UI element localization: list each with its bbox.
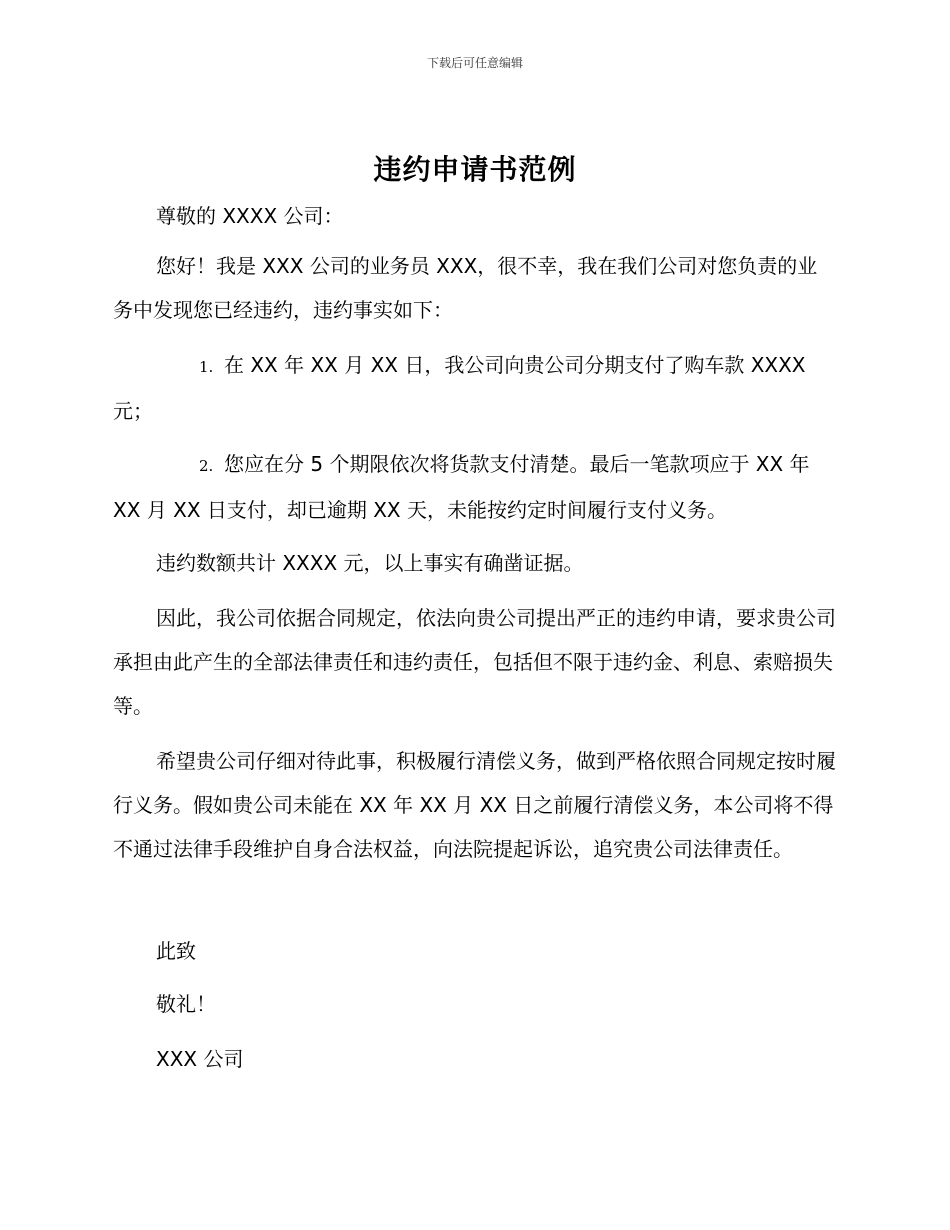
list-item [113, 343, 837, 433]
closing-line-2: 敬礼！ [156, 992, 216, 1016]
list-item-text: 在 XX 年 XX 月 XX 日，我公司向贵公司分期支付了购车款 XXXX 元； [113, 353, 806, 423]
list-item-number: 1. [199, 358, 214, 376]
document-title: 违约申请书范例 [373, 153, 577, 186]
hope-paragraph: 希望贵公司仔细对待此事，积极履行清偿义务，做到严格依照合同规定按时履行义务。假如贵公司未能在 XX 年 XX 月 XX 日之前履行清偿义务，本公司将不得不通过法律手段维护自身合法权益，向法院提起诉讼，追究贵公司法律责任。 [113, 749, 836, 861]
therefore-paragraph: 因此，我公司依据合同规定，依法向贵公司提出严正的违约申请，要求贵公司承担由此产生的全部法律责任和违约责任，包括但不限于违约金、利息、索赔损失等。 [113, 606, 836, 718]
signature: XXX 公司 [156, 1047, 244, 1071]
list-item-number: 2. [199, 457, 214, 475]
page-header-note: 下载后可任意编辑 [426, 56, 523, 70]
list-item-text: 您应在分 5 个期限依次将货款支付清楚。最后一笔款项应于 XX 年 XX 月 XX 日支付，却已逾期 XX 天，未能按约定时间履行支付义务。 [113, 452, 810, 522]
salutation: 尊敬的 XXXX 公司： [156, 204, 344, 228]
closing-line-1: 此致 [156, 939, 196, 963]
intro-paragraph: 您好！我是 XXX 公司的业务员 XXX，很不幸，我在我们公司对您负责的业务中发现您已经违约，违约事实如下： [113, 254, 818, 322]
list-item [113, 442, 837, 532]
total-paragraph: 违约数额共计 XXXX 元，以上事实有确凿证据。 [156, 551, 584, 575]
